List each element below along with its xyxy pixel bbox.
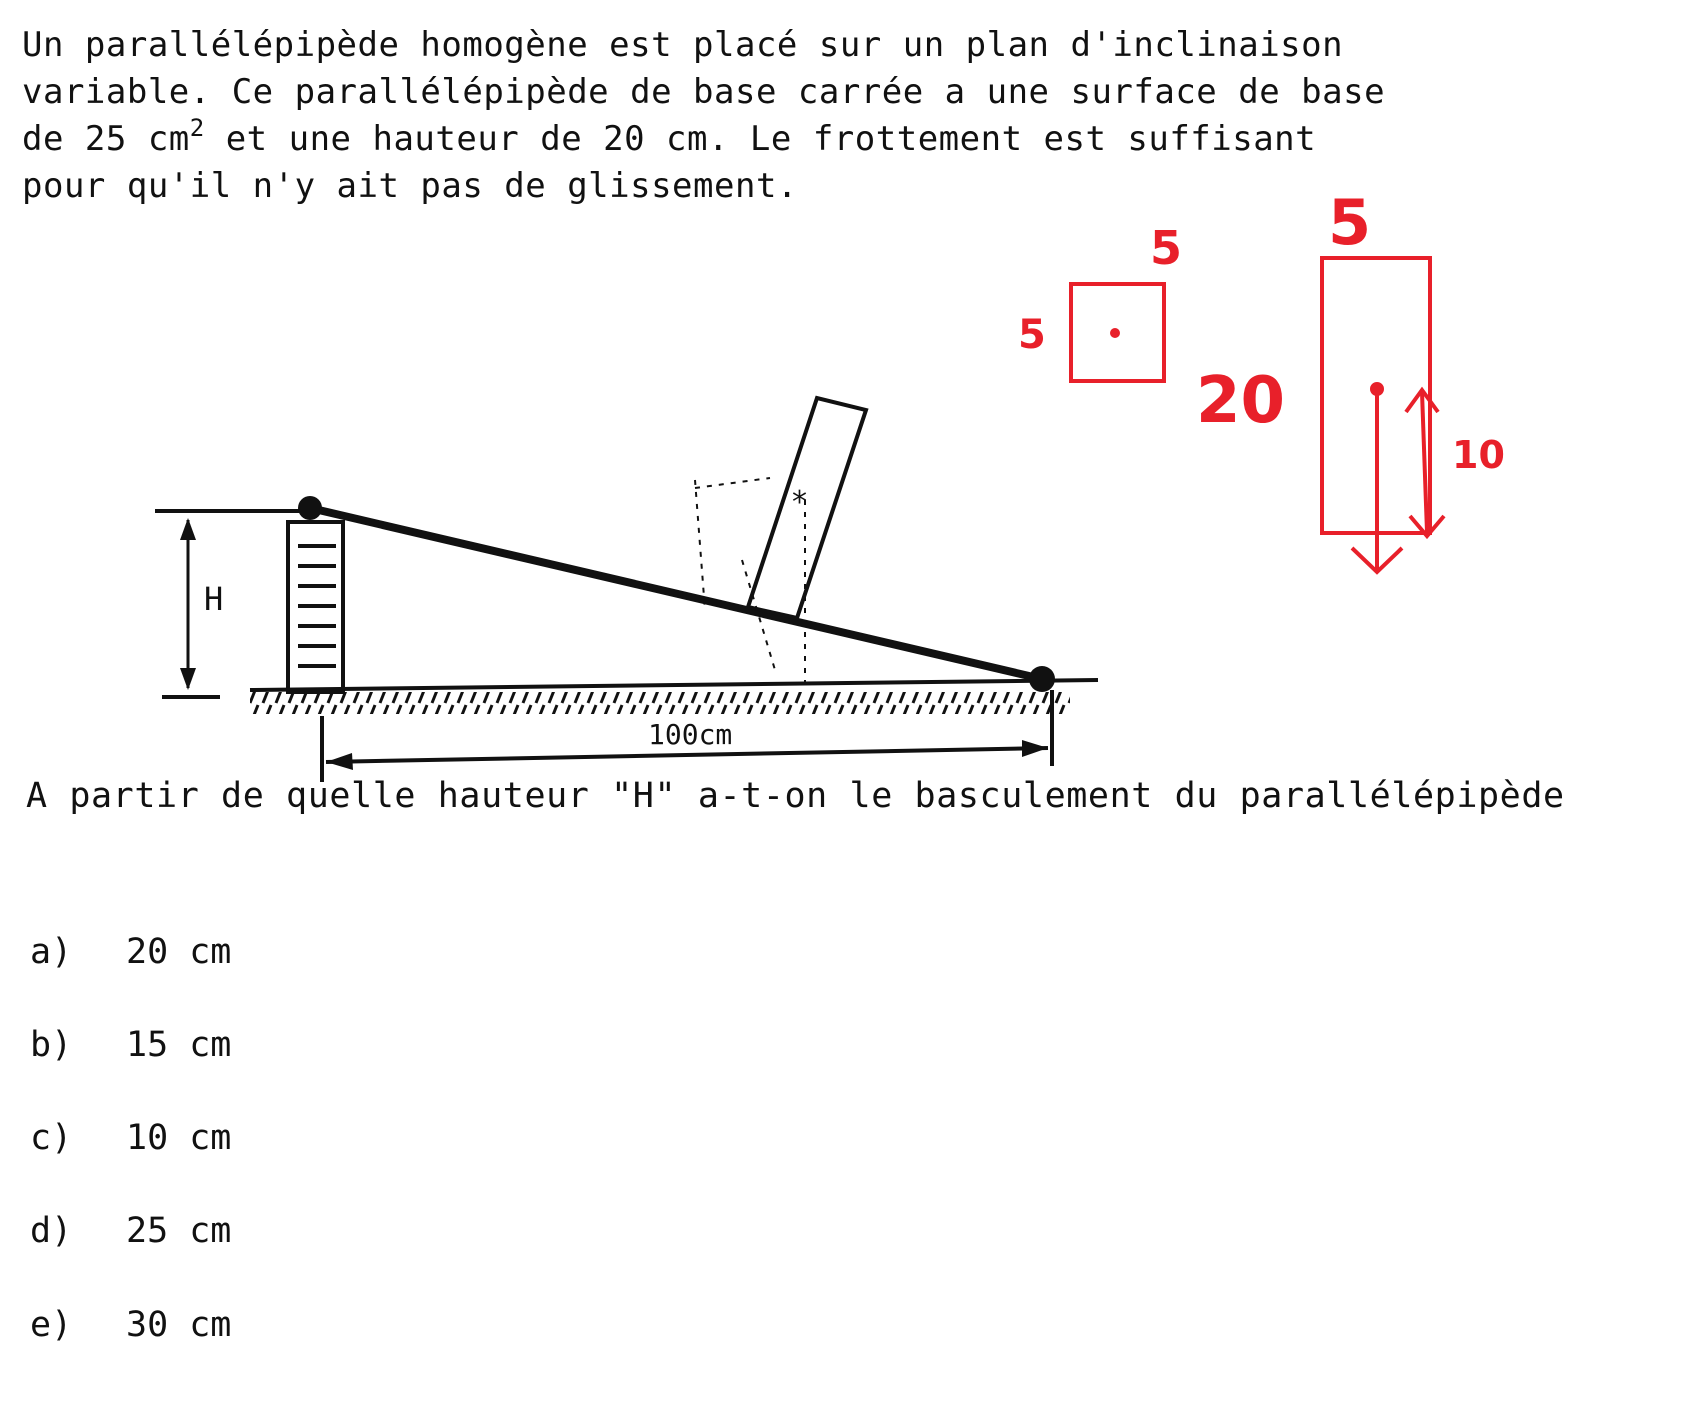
length-label: 100cm (648, 718, 733, 751)
inclined-plane (310, 508, 1042, 679)
option-c-value: 10 cm (126, 1118, 232, 1158)
ground-hatching (250, 692, 1070, 714)
option-b-letter: b) (30, 1025, 73, 1065)
squared-exponent: 2 (189, 114, 205, 142)
square-side-label: 5 (1018, 312, 1046, 358)
problem-line-3-end: et une hauteur de 20 cm. Le frottement est suffisant (204, 119, 1317, 159)
support-block-stripes (298, 546, 336, 666)
rect-side-label: 20 (1196, 364, 1286, 438)
option-d[interactable] (30, 1211, 231, 1251)
problem-line-4: pour qu'il n'y ait pas de glissement. (22, 166, 798, 206)
option-e[interactable] (30, 1305, 231, 1345)
option-c-letter: c) (30, 1118, 73, 1158)
option-a-letter: a) (30, 932, 73, 972)
hinge-top (298, 496, 322, 520)
problem-line-3-start: de 25 cm (22, 119, 190, 159)
height-arrow-down (180, 668, 196, 690)
block-sketch-lines (695, 478, 805, 688)
square-top-label: 5 (1150, 221, 1183, 275)
base-square-center (1112, 330, 1118, 336)
length-arrow-left (326, 753, 353, 770)
option-d-value: 25 cm (126, 1211, 232, 1251)
rect-top-label: 5 (1328, 186, 1372, 259)
option-a[interactable] (30, 932, 231, 972)
option-e-value: 30 cm (126, 1305, 232, 1345)
problem-line-2: variable. Ce parallélépipède de base carrée a une surface de base (22, 72, 1386, 112)
half-height-line (1422, 392, 1427, 532)
parallelepiped-block (748, 398, 866, 618)
height-label: H (204, 580, 224, 618)
height-arrow-up (180, 518, 196, 540)
ground-line (250, 680, 1098, 690)
option-e-letter: e) (30, 1305, 73, 1345)
hinge-bottom (1029, 666, 1055, 692)
option-c[interactable] (30, 1118, 231, 1158)
option-b-value: 15 cm (126, 1025, 232, 1065)
question-text: A partir de quelle hauteur "H" a-t-on le basculement du parallélépipède (26, 776, 1565, 816)
length-arrow-right (1022, 740, 1048, 757)
problem-line-1: Un parallélépipède homogène est placé sur un plan d'inclinaison (22, 25, 1344, 65)
half-height-label: 10 (1452, 433, 1505, 477)
option-d-letter: d) (30, 1211, 73, 1251)
option-b[interactable] (30, 1025, 231, 1065)
center-of-mass-marker: * (792, 485, 807, 520)
option-a-value: 20 cm (126, 932, 232, 972)
